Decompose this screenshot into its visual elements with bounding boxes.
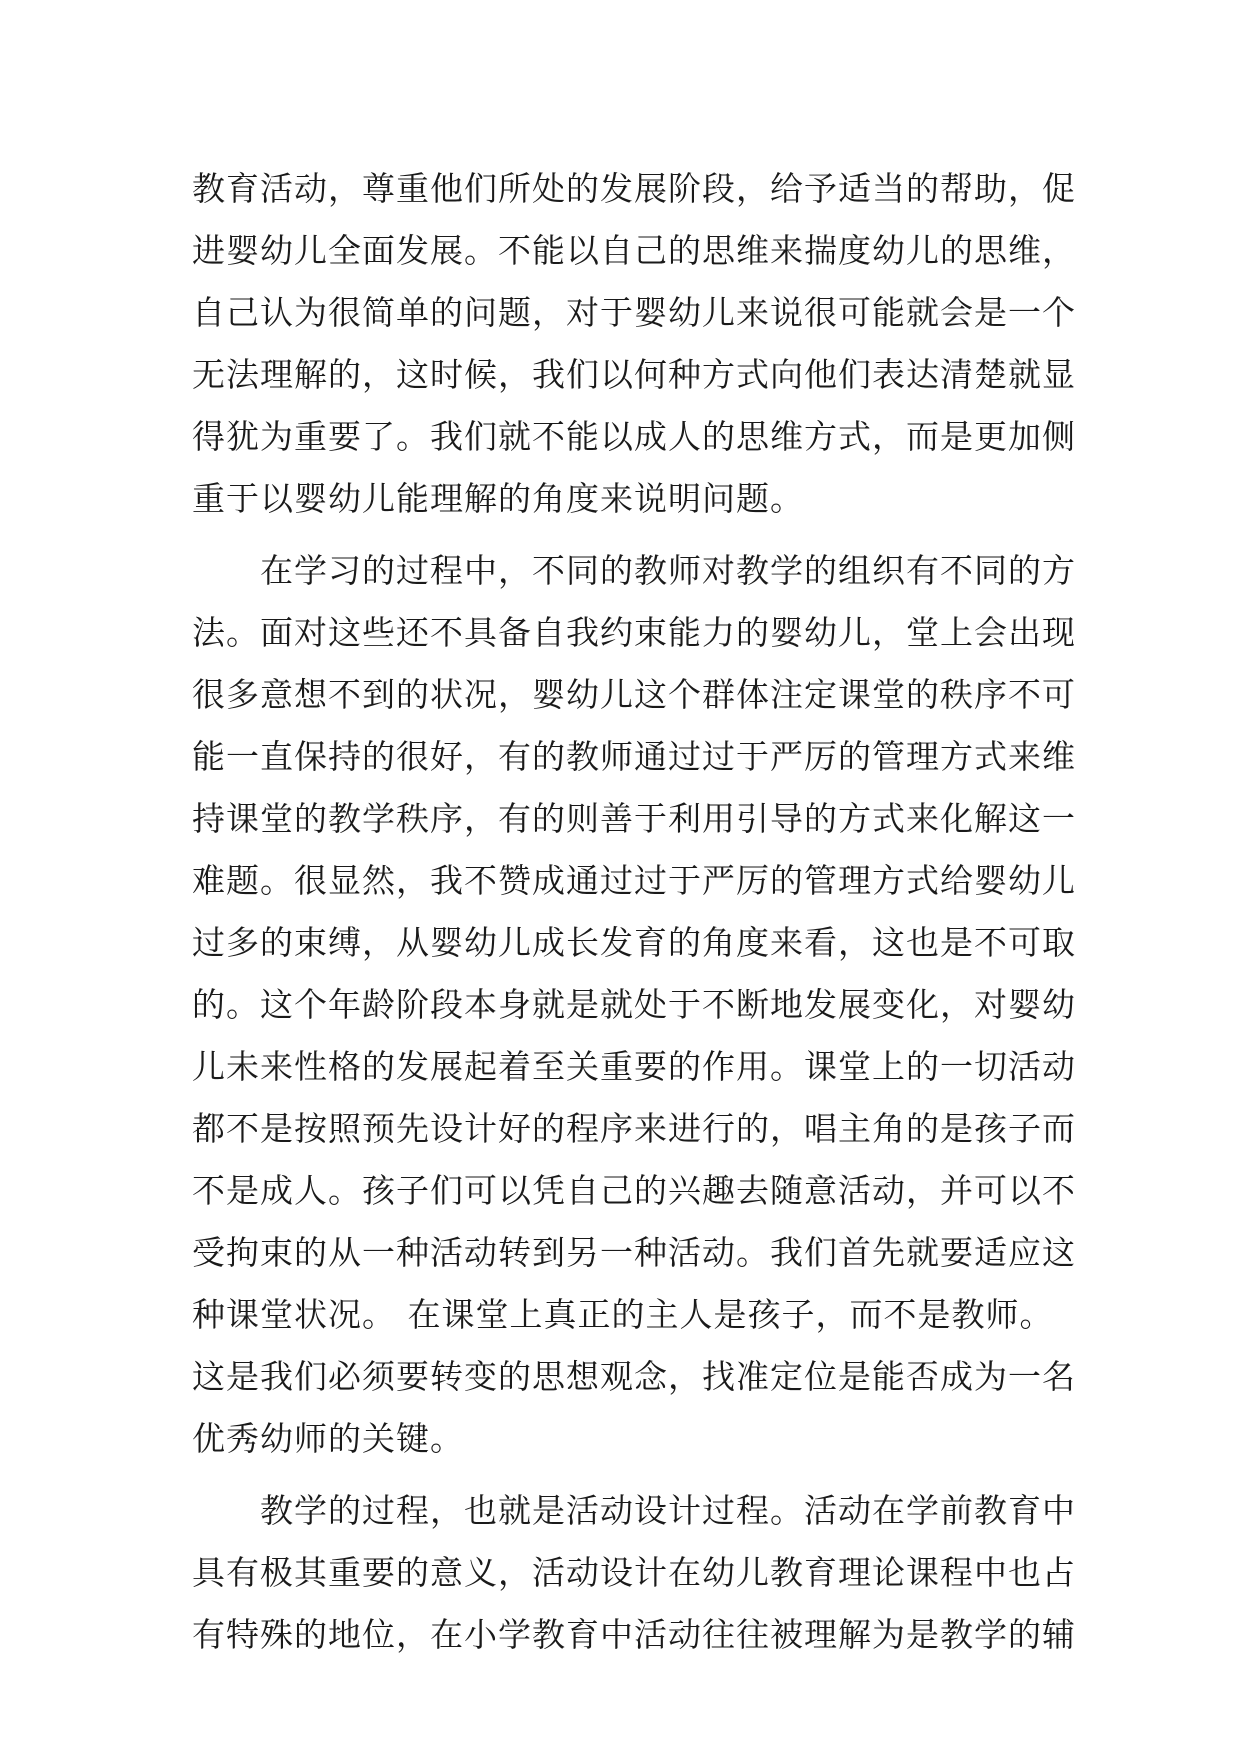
text-line: 受拘束的从一种活动转到另一种活动。我们首先就要适应这 — [192, 1233, 1076, 1272]
text-line: 很多意想不到的状况，婴幼儿这个群体注定课堂的秩序不可 — [192, 675, 1076, 714]
text-line: 教育活动，尊重他们所处的发展阶段，给予适当的帮助，促 — [192, 169, 1076, 208]
text-line: 进婴幼儿全面发展。不能以自己的思维来揣度幼儿的思维， — [192, 231, 1076, 270]
text-line: 难题。很显然，我不赞成通过过于严厉的管理方式给婴幼儿 — [192, 861, 1076, 900]
text-line: 持课堂的教学秩序，有的则善于利用引导的方式来化解这一 — [192, 799, 1076, 838]
body-text — [192, 158, 1076, 1666]
text-line: 儿未来性格的发展起着至关重要的作用。课堂上的一切活动 — [192, 1047, 1076, 1086]
text-line: 在学习的过程中，不同的教师对教学的组织有不同的方 — [192, 551, 1076, 590]
text-line: 的。这个年龄阶段本身就是就处于不断地发展变化，对婴幼 — [192, 985, 1076, 1024]
text-line: 种课堂状况。 在课堂上真正的主人是孩子，而不是教师。 — [192, 1295, 1054, 1334]
text-line: 不是成人。孩子们可以凭自己的兴趣去随意活动，并可以不 — [192, 1171, 1076, 1210]
paragraph-2 — [192, 540, 1076, 1470]
text-line: 能一直保持的很好，有的教师通过过于严厉的管理方式来维 — [192, 737, 1076, 776]
text-line: 都不是按照预先设计好的程序来进行的，唱主角的是孩子而 — [192, 1109, 1076, 1148]
paragraph-gap — [192, 530, 1062, 540]
paragraph-3 — [192, 1480, 1076, 1666]
text-line: 教学的过程，也就是活动设计过程。活动在学前教育中 — [192, 1491, 1076, 1530]
paragraph-1 — [192, 158, 1076, 530]
text-line: 无法理解的，这时候，我们以何种方式向他们表达清楚就显 — [192, 355, 1076, 394]
text-line: 法。面对这些还不具备自我约束能力的婴幼儿，堂上会出现 — [192, 613, 1076, 652]
text-line: 过多的束缚，从婴幼儿成长发育的角度来看，这也是不可取 — [192, 923, 1076, 962]
text-line: 重于以婴幼儿能理解的角度来说明问题。 — [192, 479, 804, 518]
text-line: 得犹为重要了。我们就不能以成人的思维方式，而是更加侧 — [192, 417, 1076, 456]
text-line: 自己认为很简单的问题，对于婴幼儿来说很可能就会是一个 — [192, 293, 1076, 332]
paragraph-gap — [192, 1470, 1062, 1480]
text-line: 这是我们必须要转变的思想观念，找准定位是能否成为一名 — [192, 1357, 1076, 1396]
text-line: 具有极其重要的意义，活动设计在幼儿教育理论课程中也占 — [192, 1553, 1076, 1592]
text-line: 优秀幼师的关键。 — [192, 1419, 464, 1458]
text-line: 有特殊的地位，在小学教育中活动往往被理解为是教学的辅 — [192, 1615, 1076, 1654]
